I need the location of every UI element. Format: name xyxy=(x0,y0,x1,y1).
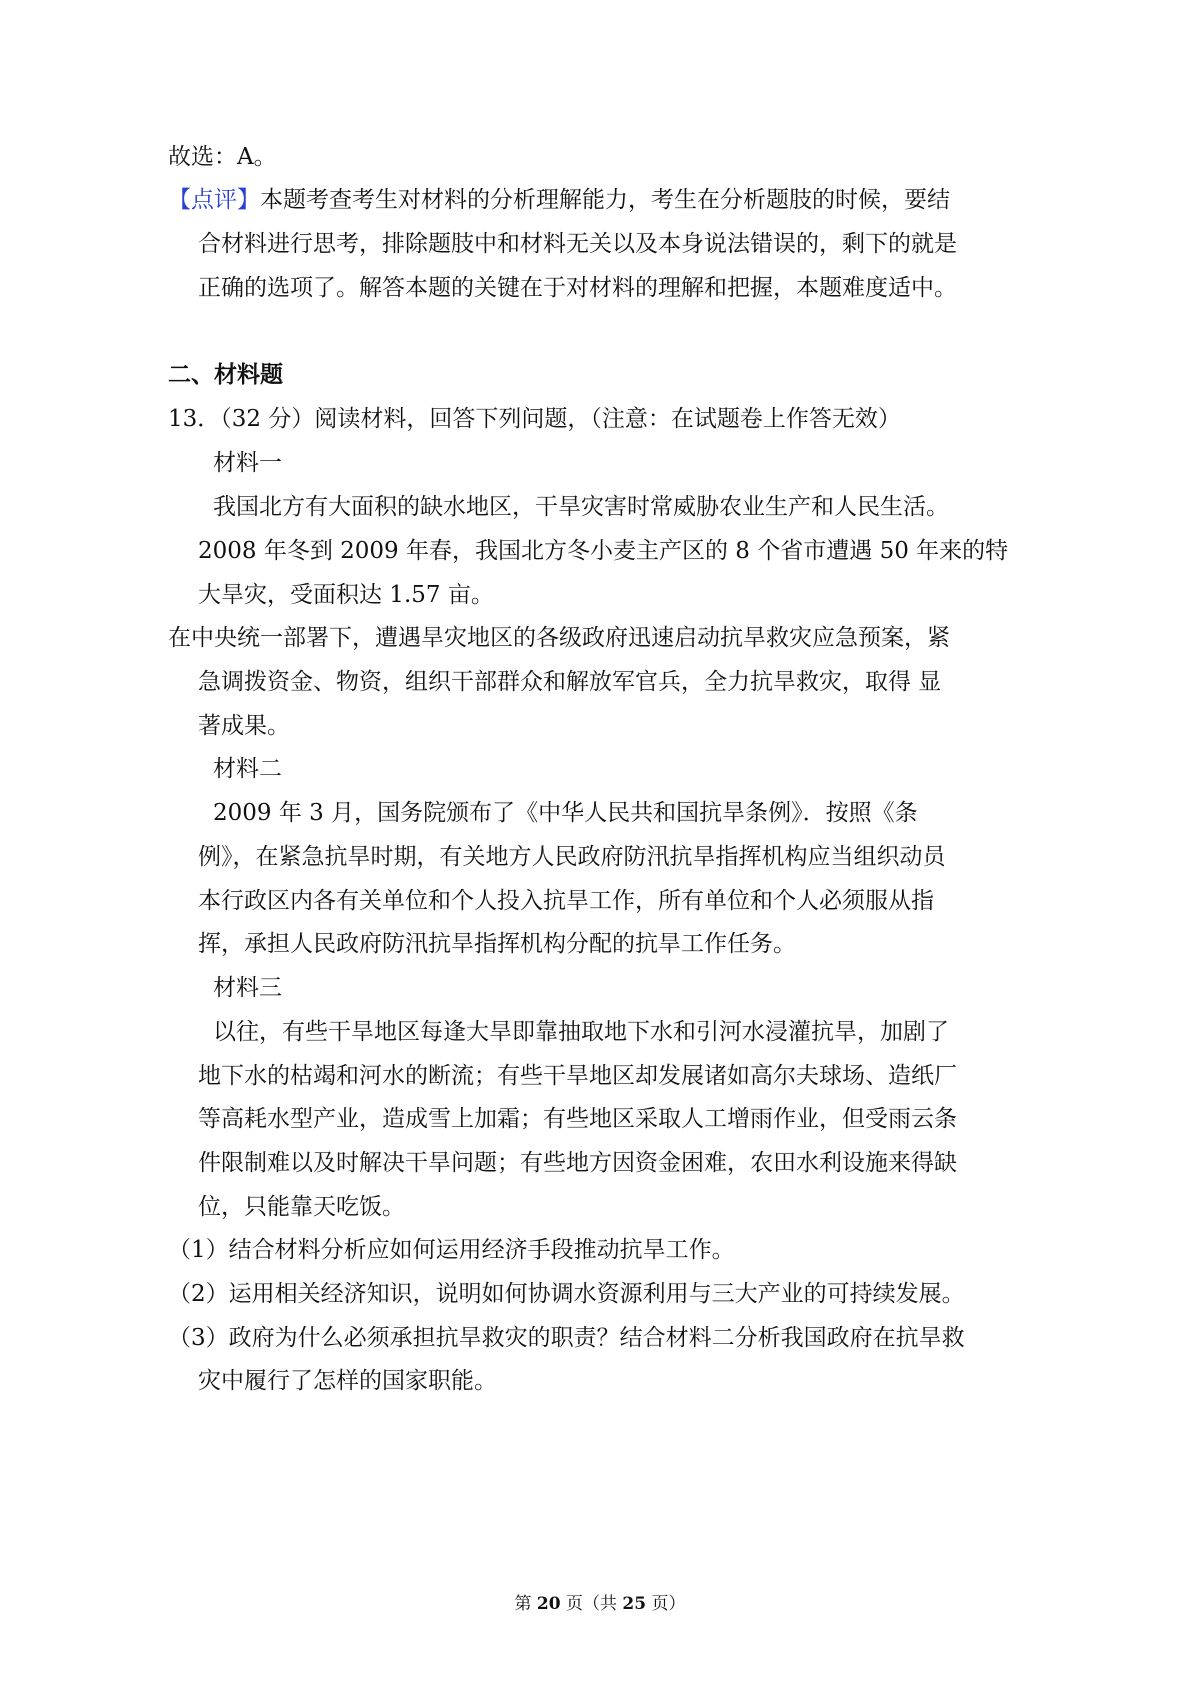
material-2-label: 材料二 xyxy=(213,756,282,782)
material-1b-line-3: 著成果。 xyxy=(198,713,290,739)
material-1b-line-2: 急调拨资金、物资，组织干部群众和解放军官兵，全力抗旱救灾，取得 显 xyxy=(198,669,942,695)
footer-prefix: 第 xyxy=(514,1594,537,1614)
section-title: 二、材料题 xyxy=(168,362,283,388)
answer-line: 故选：A。 xyxy=(168,144,277,170)
material-2-line-2: 例》，在紧急抗旱时期，有关地方人民政府防汛抗旱指挥机构应当组织动员 xyxy=(198,844,946,870)
comment-line-2: 合材料进行思考，排除题肢中和材料无关以及本身说法错误的，剩下的就是 xyxy=(198,231,957,257)
comment-line-1 xyxy=(168,185,950,215)
footer-suffix: 页） xyxy=(646,1594,686,1614)
sub-question-1: （1）结合材料分析应如何运用经济手段推动抗旱工作。 xyxy=(168,1237,735,1263)
footer-page-number: 20 xyxy=(536,1594,561,1614)
material-2-line-4: 挥，承担人民政府防汛抗旱指挥机构分配的抗旱工作任务。 xyxy=(198,931,796,957)
material-1-line-3: 大旱灾，受面积达 1.57 亩。 xyxy=(198,582,494,608)
material-1b-line-1: 在中央统一部署下，遭遇旱灾地区的各级政府迅速启动抗旱救灾应急预案，紧 xyxy=(168,625,950,651)
material-1-line-1: 我国北方有大面积的缺水地区，干旱灾害时常威胁农业生产和人民生活。 xyxy=(213,494,949,520)
material-3-line-1: 以往，有些干旱地区每逢大旱即靠抽取地下水和引河水浸灌抗旱，加剧了 xyxy=(213,1019,949,1045)
material-3-label: 材料三 xyxy=(213,975,282,1001)
material-2-line-3: 本行政区内各有关单位和个人投入抗旱工作，所有单位和个人必须服从指 xyxy=(198,888,934,914)
comment-tag: 【点评】 xyxy=(168,187,260,213)
material-3-line-3: 等高耗水型产业，造成雪上加霜；有些地区采取人工增雨作业，但受雨云条 xyxy=(198,1106,957,1132)
comment-text-1: 本题考查考生对材料的分析理解能力，考生在分析题肢的时候，要结 xyxy=(260,187,950,213)
footer-total-pages: 25 xyxy=(622,1594,647,1614)
sub-question-3-line-1: （3）政府为什么必须承担抗旱救灾的职责？结合材料二分析我国政府在抗旱救 xyxy=(168,1325,965,1351)
material-3-line-4: 件限制难以及时解决干旱问题；有些地方因资金困难，农田水利设施来得缺 xyxy=(198,1150,957,1176)
question-header: 13．（32 分）阅读材料，回答下列问题，（注意：在试题卷上作答无效） xyxy=(168,406,901,432)
page-footer xyxy=(0,1592,1200,1616)
comment-line-3: 正确的选项了。解答本题的关键在于对材料的理解和把握，本题难度适中。 xyxy=(198,275,957,301)
material-3-line-2: 地下水的枯竭和河水的断流；有些干旱地区却发展诸如高尔夫球场、造纸厂 xyxy=(198,1063,957,1089)
material-1-label: 材料一 xyxy=(213,450,282,476)
footer-middle: 页（共 xyxy=(560,1594,623,1614)
material-2-line-1: 2009 年 3 月，国务院颁布了《中华人民共和国抗旱条例》．按照《条 xyxy=(213,800,918,826)
material-3-line-5: 位，只能靠天吃饭。 xyxy=(198,1194,405,1220)
sub-question-2: （2）运用相关经济知识，说明如何协调水资源利用与三大产业的可持续发展。 xyxy=(168,1281,965,1307)
sub-question-3-line-2: 灾中履行了怎样的国家职能。 xyxy=(198,1368,497,1394)
material-1-line-2: 2008 年冬到 2009 年春，我国北方冬小麦主产区的 8 个省市遭遇 50 年来的特 xyxy=(198,538,1009,564)
